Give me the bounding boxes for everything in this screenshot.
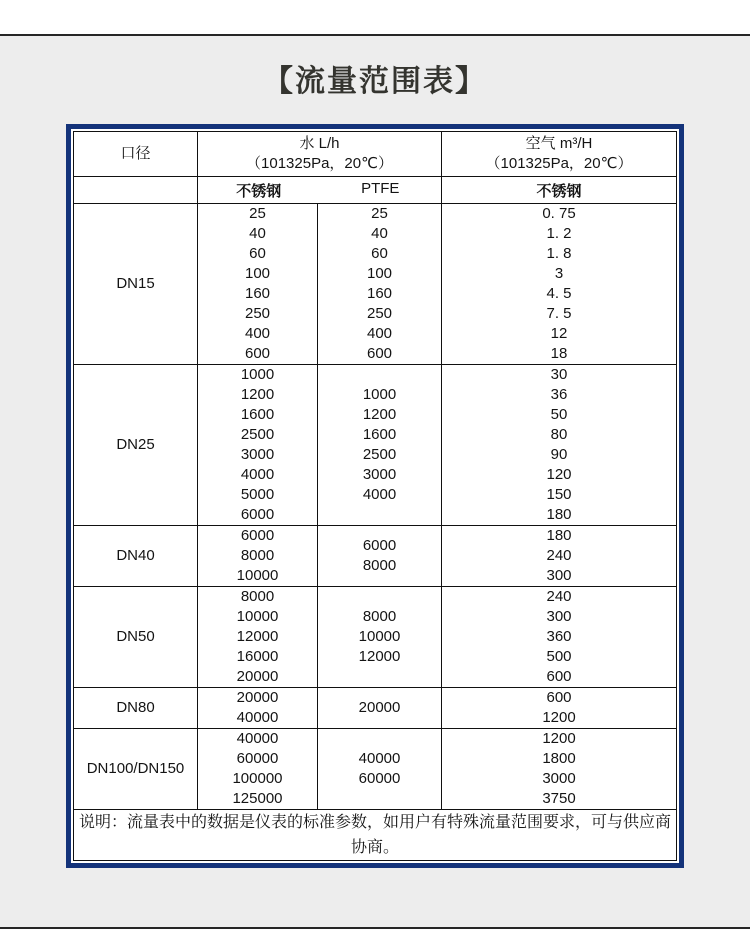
- value-line: 250: [244, 305, 271, 322]
- value-line: 4. 5: [546, 285, 572, 302]
- value-line: 180: [546, 506, 572, 523]
- water-stainless-cell: [198, 204, 318, 365]
- value-line: 120: [546, 466, 572, 483]
- value-line: 240: [546, 588, 572, 605]
- air-stainless-cell: [442, 204, 677, 365]
- value-line: 300: [546, 608, 572, 625]
- header-air-condition: （101325Pa，20℃）: [485, 155, 633, 172]
- value-line: 40000: [236, 709, 279, 726]
- value-line: 1. 8: [546, 245, 572, 262]
- value-line: 400: [244, 325, 271, 342]
- water-ptfe-cell: [318, 729, 442, 810]
- diameter-cell: [74, 526, 198, 587]
- note-text: 说明：流量表中的数据是仪表的标准参数，如用户有特殊流量范围要求，可与供应商协商。: [74, 810, 677, 861]
- value-line: 150: [546, 486, 572, 503]
- value-line: 100000: [232, 770, 283, 787]
- value-line: 1. 2: [546, 225, 572, 242]
- diameter-cell: [74, 729, 198, 810]
- value-line: 160: [366, 285, 393, 302]
- value-line: 8000: [240, 588, 275, 605]
- value-line: 600: [366, 345, 393, 362]
- value-line: 3000: [240, 446, 275, 463]
- bottom-white-band: [0, 929, 750, 947]
- header-water-condition: （101325Pa，20℃）: [246, 155, 393, 172]
- value-line: 240: [546, 547, 572, 564]
- value-line: 4000: [240, 466, 275, 483]
- value-line: 60000: [358, 770, 401, 787]
- value-line: 600: [546, 689, 572, 706]
- water-ptfe-cell: [318, 587, 442, 688]
- water-ptfe-cell: [318, 365, 442, 526]
- value-line: 6000: [362, 537, 397, 554]
- value-line: 12000: [236, 628, 279, 645]
- value-line: 1000: [240, 366, 275, 383]
- water-ptfe-cell: [318, 688, 442, 729]
- value-line: 12: [550, 325, 568, 342]
- table-row: [74, 365, 677, 526]
- value-line: DN50: [116, 628, 155, 645]
- table-footer: [74, 810, 677, 861]
- value-line: 20000: [236, 668, 279, 685]
- value-line: 100: [366, 265, 393, 282]
- value-line: 5000: [240, 486, 275, 503]
- water-stainless-cell: [198, 365, 318, 526]
- value-line: 90: [550, 446, 568, 463]
- value-line: 8000: [362, 557, 397, 574]
- value-line: 30: [550, 366, 568, 383]
- value-line: 20000: [236, 689, 279, 706]
- value-line: 2500: [240, 426, 275, 443]
- value-line: 0. 75: [542, 205, 576, 222]
- subheader-air-stainless: 不锈钢: [442, 177, 677, 204]
- subheader-empty: [74, 177, 198, 204]
- air-stainless-cell: [442, 365, 677, 526]
- value-line: 1000: [362, 386, 397, 403]
- subheader-water-ptfe: PTFE: [361, 179, 400, 197]
- content-area: [0, 36, 750, 927]
- page-title: 【流量范围表】: [263, 65, 487, 98]
- value-line: 8000: [362, 608, 397, 625]
- value-line: 6000: [240, 506, 275, 523]
- value-line: 600: [546, 668, 572, 685]
- header-water: [198, 132, 442, 177]
- value-line: 10000: [236, 567, 279, 584]
- flow-table-body: [74, 204, 677, 810]
- value-line: 100: [244, 265, 271, 282]
- value-line: DN40: [116, 547, 155, 564]
- value-line: 1200: [542, 730, 576, 747]
- top-white-band: [0, 0, 750, 34]
- value-line: 250: [366, 305, 393, 322]
- table-row: [74, 587, 677, 688]
- table-row: [74, 729, 677, 810]
- value-line: DN100/DN150: [86, 760, 185, 777]
- table-row: [74, 688, 677, 729]
- value-line: 10000: [236, 608, 279, 625]
- value-line: 36: [550, 386, 568, 403]
- water-stainless-cell: [198, 688, 318, 729]
- table-row: [74, 526, 677, 587]
- value-line: 1200: [362, 406, 397, 423]
- value-line: 40000: [358, 750, 401, 767]
- air-stainless-cell: [442, 587, 677, 688]
- value-line: 4000: [362, 486, 397, 503]
- value-line: 16000: [236, 648, 279, 665]
- value-line: 6000: [240, 527, 275, 544]
- value-line: 8000: [240, 547, 275, 564]
- water-stainless-cell: [198, 729, 318, 810]
- value-line: 125000: [232, 790, 283, 807]
- value-line: 160: [244, 285, 271, 302]
- value-line: 3000: [362, 466, 397, 483]
- value-line: 1200: [240, 386, 275, 403]
- water-ptfe-cell: [318, 526, 442, 587]
- value-line: 50: [550, 406, 568, 423]
- flow-range-table: [73, 131, 677, 861]
- table-row: [74, 204, 677, 365]
- value-line: DN25: [116, 436, 155, 453]
- value-line: 60: [371, 245, 388, 262]
- value-line: 20000: [358, 699, 401, 716]
- subheader-water-materials: [198, 177, 442, 204]
- value-line: DN80: [116, 699, 155, 716]
- water-stainless-cell: [198, 587, 318, 688]
- header-diameter: 口径: [74, 132, 198, 177]
- value-line: 1200: [542, 709, 576, 726]
- value-line: 180: [546, 527, 572, 544]
- air-stainless-cell: [442, 688, 677, 729]
- value-line: 25: [371, 205, 388, 222]
- value-line: 3000: [542, 770, 576, 787]
- value-line: 10000: [358, 628, 401, 645]
- value-line: DN15: [116, 275, 155, 292]
- value-line: 40000: [236, 730, 279, 747]
- water-ptfe-cell: [318, 204, 442, 365]
- value-line: 400: [366, 325, 393, 342]
- value-line: 300: [546, 567, 572, 584]
- diameter-cell: [74, 204, 198, 365]
- value-line: 60: [249, 245, 266, 262]
- air-stainless-cell: [442, 729, 677, 810]
- value-line: 600: [244, 345, 271, 362]
- value-line: 1800: [542, 750, 576, 767]
- value-line: 3: [554, 265, 564, 282]
- value-line: 18: [550, 345, 568, 362]
- value-line: 60000: [236, 750, 279, 767]
- value-line: 25: [249, 205, 266, 222]
- value-line: 40: [249, 225, 266, 242]
- value-line: 80: [550, 426, 568, 443]
- value-line: 3750: [542, 790, 576, 807]
- header-air-title: 空气 m³/H: [525, 135, 593, 152]
- value-line: 500: [546, 648, 572, 665]
- value-line: 1600: [240, 406, 275, 423]
- header-row-sub: [74, 177, 677, 204]
- value-line: 2500: [362, 446, 397, 463]
- subheader-water-stainless: 不锈钢: [236, 182, 282, 200]
- value-line: 40: [371, 225, 388, 242]
- diameter-cell: [74, 688, 198, 729]
- header-air: [442, 132, 677, 177]
- diameter-cell: [74, 365, 198, 526]
- diameter-cell: [74, 587, 198, 688]
- header-row-main: [74, 132, 677, 177]
- header-water-title: 水 L/h: [299, 135, 340, 152]
- table-header: [74, 132, 677, 204]
- value-line: 12000: [358, 648, 401, 665]
- note-row: [74, 810, 677, 861]
- air-stainless-cell: [442, 526, 677, 587]
- value-line: 360: [546, 628, 572, 645]
- value-line: 7. 5: [546, 305, 572, 322]
- water-stainless-cell: [198, 526, 318, 587]
- table-frame: [66, 124, 684, 868]
- value-line: 1600: [362, 426, 397, 443]
